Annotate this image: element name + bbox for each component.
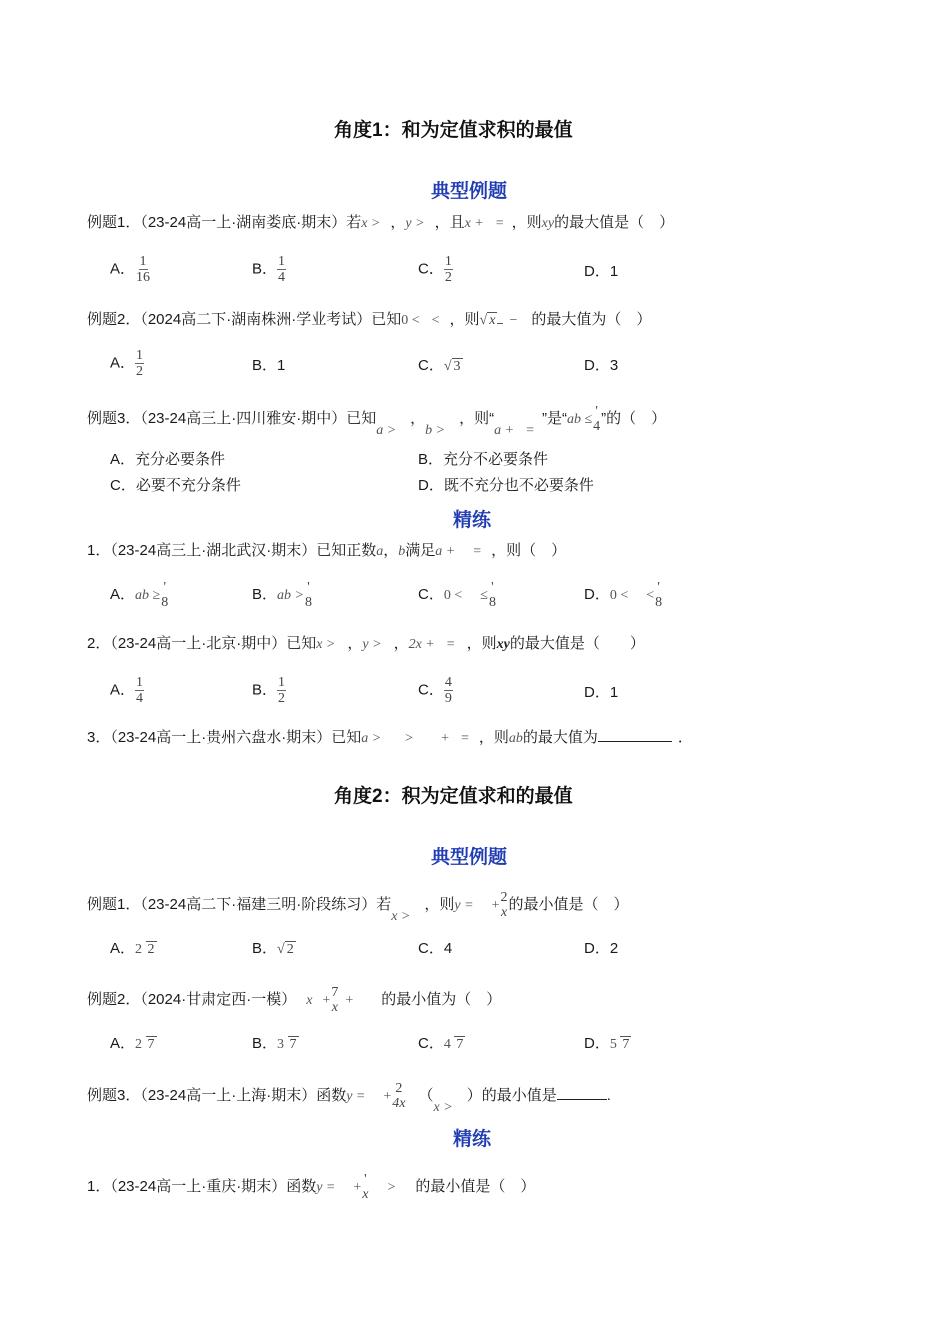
math-expr: 0 < xyxy=(609,587,629,603)
option-label: B． xyxy=(252,260,278,278)
section1-title: 角度1：和为定值求积的最值 xyxy=(334,120,573,141)
option-label: B． xyxy=(252,357,278,374)
question-text: ”的（ ） xyxy=(601,409,667,427)
math-expr: b > xyxy=(425,422,446,438)
fraction-numerator: 2 xyxy=(395,1081,403,1096)
fraction-denominator: 9 xyxy=(444,691,452,706)
sqrt-radicand: 7 xyxy=(622,1037,630,1052)
fraction-denominator: 8 xyxy=(655,595,663,610)
fraction xyxy=(304,580,313,610)
question-text: 满足 xyxy=(405,542,436,559)
fraction-denominator: x xyxy=(362,1187,369,1202)
question-text: ，则 xyxy=(478,729,509,746)
answer-blank[interactable] xyxy=(598,727,672,742)
fraction-denominator: x xyxy=(331,1000,338,1015)
section2-example-header: 典型例题 xyxy=(431,847,508,868)
question-text: . xyxy=(606,1086,611,1104)
fraction-numerator: 7 xyxy=(331,985,339,1000)
option-b xyxy=(252,1034,299,1055)
question-text: ”是“ xyxy=(541,409,567,427)
math-expr: + xyxy=(441,731,449,746)
math-expr: x > xyxy=(316,637,336,652)
fraction-denominator: 2 xyxy=(136,364,144,379)
fraction-numerator: 1 xyxy=(136,675,144,690)
fraction xyxy=(135,675,144,706)
math-expr: < xyxy=(431,313,440,328)
option-value: 1 xyxy=(609,684,619,701)
fraction-denominator: 16 xyxy=(136,270,151,285)
math-expr: = xyxy=(526,422,534,438)
math-expr: x + xyxy=(464,216,484,231)
question-text: 的最小值为（ ） xyxy=(381,990,502,1008)
option-a xyxy=(110,675,144,706)
fraction-numerator: 4 xyxy=(444,675,452,690)
fraction-denominator: 4x xyxy=(392,1096,406,1111)
question-text: 例题1．（23-24高一上·湖南娄底·期末）若 xyxy=(87,214,362,231)
s1-practice2-question xyxy=(87,634,645,655)
fraction xyxy=(391,1081,406,1111)
option-d xyxy=(584,580,663,610)
math-expr: xy xyxy=(541,216,555,231)
math-expr: x > xyxy=(433,1099,453,1115)
option-label: D． xyxy=(584,263,610,280)
math-expr: y = xyxy=(454,897,474,913)
fraction xyxy=(654,580,663,610)
s2-practice1-question xyxy=(87,1172,535,1202)
math-expr: ab ≥ xyxy=(135,587,161,603)
fraction-numerator: 1 xyxy=(278,254,286,269)
math-expr: y > xyxy=(362,637,382,652)
option-d xyxy=(584,262,618,282)
answer-blank[interactable] xyxy=(557,1085,607,1100)
question-text: ） xyxy=(466,1086,482,1104)
sqrt-expr xyxy=(142,941,157,957)
option-label: D． xyxy=(584,940,610,957)
fraction xyxy=(592,404,601,434)
question-text: 1．（23-24高三上·湖北武汉·期末）已知正数 xyxy=(87,542,377,559)
option-label: A． xyxy=(110,940,136,957)
option-c xyxy=(418,580,497,610)
math-expr: a > xyxy=(376,422,397,438)
fraction xyxy=(277,254,286,285)
sqrt-expr xyxy=(284,1036,299,1052)
math-expr: > xyxy=(405,731,414,746)
question-text: ， xyxy=(410,409,426,427)
option-label: B． xyxy=(252,1035,278,1052)
fraction xyxy=(444,254,453,285)
option-d xyxy=(584,1034,631,1055)
option-a xyxy=(110,1034,157,1055)
s1-example1-question xyxy=(87,213,674,234)
math-expr: = xyxy=(446,637,455,652)
option-label: B． xyxy=(252,585,278,603)
fraction xyxy=(444,675,453,706)
fraction xyxy=(330,985,339,1015)
section1-practice-header: 精练 xyxy=(453,510,492,531)
option-label: B． xyxy=(252,940,278,957)
option-label: C． xyxy=(418,585,444,603)
math-expr: a + xyxy=(435,544,456,559)
option-value: 3 xyxy=(277,1037,285,1052)
math-expr: y > xyxy=(405,216,425,231)
option-value: 5 xyxy=(609,1037,617,1052)
question-text: 3．（23-24高一上·贵州六盘水·期末）已知 xyxy=(87,729,362,746)
fraction-numerator: 2 xyxy=(500,890,508,905)
question-text: 2．（23-24高一上·北京·期中）已知 xyxy=(87,635,317,652)
sqrt-expr xyxy=(451,1036,466,1052)
question-text: 例题2．（2024高二下·湖南株洲·学业考试）已知 xyxy=(87,311,402,328)
math-expr: a + xyxy=(494,422,515,438)
s2-example1-question xyxy=(87,890,629,924)
option-value: 2 xyxy=(135,942,143,957)
option-label: C． xyxy=(418,940,444,957)
option-c xyxy=(418,356,463,377)
math-expr: a > xyxy=(361,731,382,746)
question-text: ． xyxy=(677,729,693,746)
option-b xyxy=(252,939,296,960)
math-expr: = xyxy=(495,216,504,231)
option-value: 3 xyxy=(609,357,619,374)
fraction-numerator: ' xyxy=(163,580,166,595)
option-c xyxy=(418,254,453,285)
section1-example-header: 典型例题 xyxy=(431,181,508,202)
math-expr: ab > xyxy=(277,587,304,603)
option-d xyxy=(584,683,618,703)
option-b xyxy=(252,254,286,285)
fraction-numerator: ' xyxy=(364,1172,367,1187)
math-expr: 2x + xyxy=(408,637,435,652)
fraction-numerator: ' xyxy=(595,404,598,419)
question-text: 的最小值是 xyxy=(481,1086,557,1104)
option-label: D． xyxy=(584,357,610,374)
question-text: ，则 xyxy=(449,311,480,328)
option-label: A． xyxy=(110,354,136,372)
question-text: ，则 xyxy=(511,214,542,231)
question-text: 例题2．（2024·甘肃定西·一模） xyxy=(87,990,297,1008)
option-d xyxy=(584,356,618,376)
option-value: 1 xyxy=(277,357,286,374)
math-expr: xy xyxy=(496,637,510,652)
question-text: ， xyxy=(347,635,363,652)
sqrt-radicand: 3 xyxy=(453,359,461,374)
fraction-denominator: 4 xyxy=(136,691,144,706)
math-expr: a xyxy=(376,544,384,559)
option-d: D．既不充分也不必要条件 xyxy=(418,477,594,494)
sqrt-radicand: 2 xyxy=(286,942,294,957)
fraction-denominator: 8 xyxy=(488,595,496,610)
option-c xyxy=(418,1034,465,1055)
fraction xyxy=(135,254,151,285)
option-label: C． xyxy=(418,681,444,699)
question-text: 的最大值是（ ） xyxy=(509,635,645,652)
question-text: 的最大值是（ ） xyxy=(554,214,675,231)
s1-example2-question xyxy=(87,310,651,331)
question-text: 例题3．（23-24高三上·四川雅安·期中）已知 xyxy=(87,409,377,427)
question-text: ，则 xyxy=(466,635,497,652)
option-a xyxy=(110,939,157,960)
question-text: 的最小值是（ ） xyxy=(508,895,629,913)
sqrt-radicand: 2 xyxy=(147,942,155,957)
option-value: 2 xyxy=(609,940,619,957)
math-expr: + xyxy=(491,897,500,913)
fraction xyxy=(361,1172,369,1202)
option-value: 2 xyxy=(135,1037,143,1052)
fraction-denominator: 2 xyxy=(444,270,452,285)
sqrt-radicand: 7 xyxy=(289,1037,297,1052)
option-a: A．充分必要条件 xyxy=(110,451,226,468)
math-expr: 0 < xyxy=(443,587,463,603)
s1-example3-question xyxy=(87,404,667,438)
fraction-numerator: ' xyxy=(491,580,494,595)
question-text: 的最大值为（ ） xyxy=(531,311,652,328)
option-a xyxy=(110,254,151,285)
option-label: A． xyxy=(110,1035,136,1052)
fraction-numerator: ' xyxy=(657,580,660,595)
math-expr: 0 < xyxy=(401,313,420,328)
math-expr: y = xyxy=(346,1088,366,1104)
sqrt-radicand: x xyxy=(489,313,496,328)
option-label: C． xyxy=(418,357,444,374)
fraction xyxy=(160,580,169,610)
option-label: C． xyxy=(418,1035,444,1052)
option-b xyxy=(252,675,286,706)
option-label: D． xyxy=(584,684,610,701)
sqrt-expr: √ 2 xyxy=(277,942,294,957)
math-expr: − xyxy=(509,313,518,328)
question-text: 的最小值是（ ） xyxy=(415,1177,536,1195)
option-c: C．必要不充分条件 xyxy=(110,477,241,494)
fraction xyxy=(488,580,497,610)
section2-title: 角度2：积为定值求和的最值 xyxy=(334,786,573,807)
s2-example3-question xyxy=(87,1081,611,1115)
sqrt-expr: √ 3 xyxy=(443,359,461,374)
option-label: A． xyxy=(110,585,136,603)
option-b xyxy=(252,356,285,376)
fraction-denominator: 4 xyxy=(593,419,601,434)
question-text: 的最大值为 xyxy=(522,729,598,746)
option-label: C． xyxy=(418,260,444,278)
section2-practice-header: 精练 xyxy=(453,1129,492,1150)
math-expr: + xyxy=(383,1088,392,1104)
math-expr: b xyxy=(398,544,406,559)
option-label: A． xyxy=(110,260,136,278)
math-expr: + xyxy=(345,992,354,1008)
option-value: 4 xyxy=(443,940,453,957)
fraction-numerator: 1 xyxy=(278,675,286,690)
fraction-numerator: ' xyxy=(307,580,310,595)
fraction-denominator: x xyxy=(500,905,508,920)
fraction-numerator: 1 xyxy=(444,254,452,269)
question-text: 例题1．（23-24高二下·福建三明·阶段练习）若 xyxy=(87,895,392,913)
option-value: 1 xyxy=(609,263,619,280)
option-d xyxy=(584,939,618,959)
math-expr: < xyxy=(646,587,655,603)
option-b xyxy=(252,580,313,610)
s1-practice3-question xyxy=(87,727,693,749)
question-text: ， xyxy=(383,542,399,559)
option-c xyxy=(418,675,453,706)
question-text: （ xyxy=(418,1086,434,1104)
math-expr: = xyxy=(473,544,482,559)
math-expr: + xyxy=(322,992,331,1008)
question-text: 1．（23-24高一上·重庆·期末）函数 xyxy=(87,1177,317,1195)
sqrt-expr xyxy=(142,1036,157,1052)
sqrt-radicand: 7 xyxy=(147,1037,155,1052)
math-expr: ≤ xyxy=(480,587,488,603)
fraction-denominator: 2 xyxy=(278,691,286,706)
sqrt-radicand: 7 xyxy=(456,1037,464,1052)
option-b: B．充分不必要条件 xyxy=(418,451,549,468)
option-label: B． xyxy=(252,681,278,699)
option-label: A． xyxy=(110,681,136,699)
math-expr: x > xyxy=(361,216,381,231)
math-expr: x > xyxy=(391,908,411,924)
option-label: D． xyxy=(584,1035,610,1052)
option-label: D． xyxy=(584,585,610,603)
question-text: 例题3．（23-24高一上·上海·期末）函数 xyxy=(87,1086,347,1104)
fraction xyxy=(135,348,144,379)
option-c xyxy=(418,939,452,959)
math-expr: > xyxy=(387,1179,396,1195)
question-text: ， xyxy=(393,635,409,652)
math-expr: x xyxy=(306,992,313,1008)
option-a xyxy=(110,580,169,610)
question-text: ，则（ ） xyxy=(491,542,567,559)
s2-example2-question xyxy=(87,985,501,1015)
fraction-numerator: 1 xyxy=(136,348,144,363)
sqrt-expr: √ x xyxy=(480,313,504,328)
fraction xyxy=(277,675,286,706)
fraction-denominator: 4 xyxy=(278,270,286,285)
question-text: ， xyxy=(390,214,406,231)
math-expr: + xyxy=(353,1179,362,1195)
option-a xyxy=(110,348,144,379)
math-expr: ab ≤ xyxy=(566,411,593,427)
sqrt-expr xyxy=(617,1036,632,1052)
question-text: ，则“ xyxy=(459,409,495,427)
math-expr: ab xyxy=(508,731,523,746)
math-expr: y = xyxy=(316,1179,336,1195)
fraction-numerator: 1 xyxy=(139,254,147,269)
question-text: ，则 xyxy=(424,895,455,913)
math-expr: = xyxy=(460,731,469,746)
s1-practice1-question xyxy=(87,541,566,562)
fraction-denominator: 8 xyxy=(161,595,169,610)
fraction-denominator: 8 xyxy=(304,595,312,610)
question-text: ，且 xyxy=(434,214,465,231)
option-value: 4 xyxy=(443,1037,451,1052)
